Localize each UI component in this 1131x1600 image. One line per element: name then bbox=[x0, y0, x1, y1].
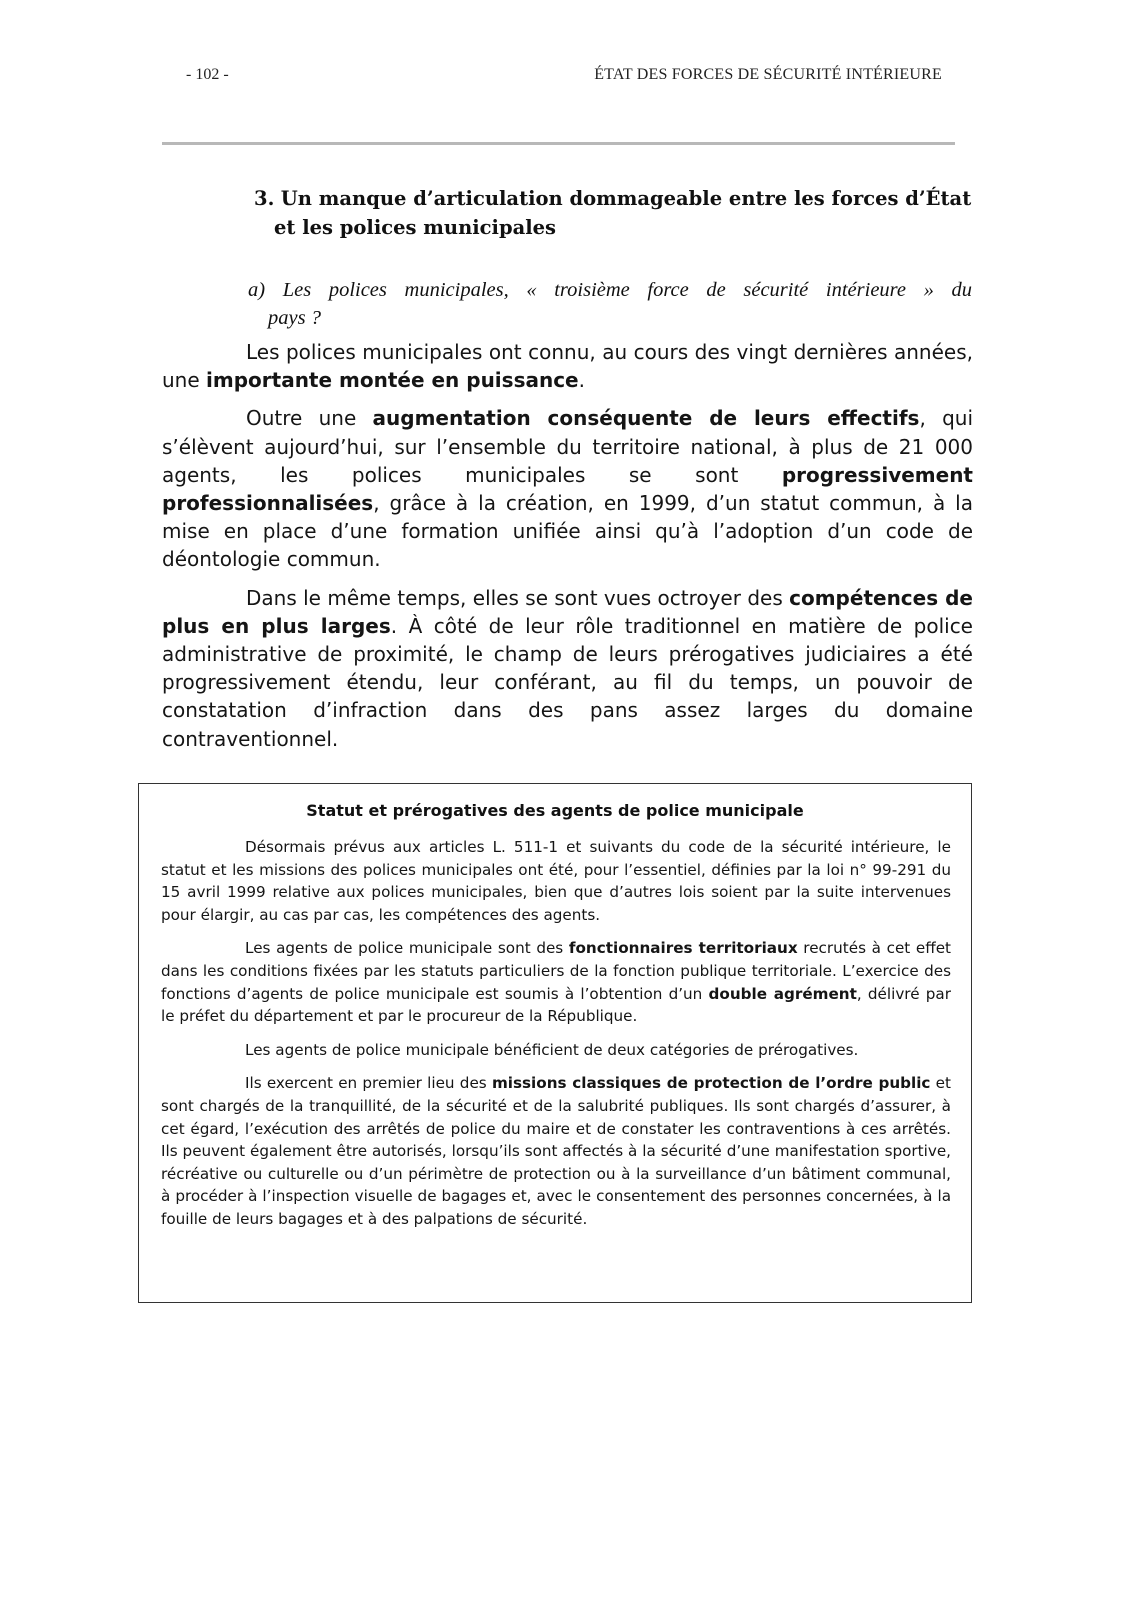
info-box-paragraph-2-emphasis-1: fonctionnaires territoriaux bbox=[568, 939, 798, 958]
paragraph-1 bbox=[162, 338, 973, 394]
subsection-heading bbox=[248, 276, 972, 332]
info-box-paragraph-2 bbox=[161, 937, 951, 1027]
subsection-heading-line1: a) Les polices municipales, « troisième force de sécurité intérieure » du bbox=[248, 279, 972, 301]
running-header-title: ÉTAT DES FORCES DE SÉCURITÉ INTÉRIEURE bbox=[594, 66, 942, 83]
paragraph-1-text: Les polices municipales ont connu, au cours des vingt dernières années, une bbox=[162, 340, 973, 393]
paragraph-1-emphasis: importante montée en puissance bbox=[206, 368, 579, 393]
info-box-paragraph-3: Les agents de police municipale bénéficient de deux catégories de prérogatives. bbox=[245, 1040, 859, 1059]
paragraph-1-end: . bbox=[578, 368, 585, 393]
info-box-paragraph-4-emphasis: missions classiques de protection de l’ordre public bbox=[491, 1074, 931, 1093]
section-heading bbox=[254, 184, 974, 242]
paragraph-3-end: . À côté de leur rôle traditionnel en matière de police administrative de proximité, le champ de leurs prérogatives judiciaires a été progressivement étendu, leur conférant, au fil du temps, un pouvoir de constatation d’infraction dans des pans assez larges du domaine contraventionnel. bbox=[162, 613, 973, 751]
info-box-title: Statut et prérogatives des agents de police municipale bbox=[306, 801, 804, 820]
header-divider bbox=[162, 142, 955, 145]
paragraph-3-text: Dans le même temps, elles se sont vues octroyer des bbox=[246, 585, 790, 610]
info-box bbox=[138, 783, 972, 1303]
subsection-heading-line2: pays ? bbox=[268, 307, 321, 329]
paragraph-2-text: Outre une bbox=[246, 406, 373, 431]
info-box-paragraph-2-text-2: recrutés à cet effet dans les conditions fixées par les statuts particuliers de la fonction publique territoriale. L’exercice des fonctions d’agents de police municipale est soumis à l’obtention d’un bbox=[161, 939, 952, 1003]
paragraph-2 bbox=[162, 404, 973, 573]
paragraph-2-emphasis-2: progressivement professionnalisées bbox=[162, 462, 973, 516]
info-box-paragraph-2-end: , délivré par le préfet du département et par le procureur de la République. bbox=[161, 984, 951, 1026]
info-box-paragraph-4-text: Ils exercent en premier lieu des bbox=[245, 1074, 492, 1093]
paragraph-3 bbox=[162, 584, 973, 753]
section-title-line2: et les polices municipales bbox=[274, 216, 557, 239]
info-box-paragraph-2-text: Les agents de police municipale sont des bbox=[245, 939, 569, 958]
paragraph-2-text-2: , qui s’élèvent aujourd’hui, sur l’ensemble du territoire national, à plus de 21 000 agents, les polices municipales se sont bbox=[162, 406, 973, 487]
section-title-line1: Un manque d’articulation dommageable entre les forces d’État bbox=[280, 187, 972, 210]
info-box-paragraph-1: Désormais prévus aux articles L. 511-1 et suivants du code de la sécurité intérieure, le statut et les missions des polices municipales ont été, pour l’essentiel, définies par la loi n° 99-291 du 15 avril 1999 relative aux polices municipales, bien que d’autres lois soient par la suite intervenues pour élargir, au cas par cas, les compétences des agents. bbox=[161, 838, 951, 924]
info-box-paragraph-4 bbox=[161, 1072, 951, 1230]
paragraph-3-emphasis: compétences de plus en plus larges bbox=[162, 585, 973, 638]
section-number: 3. bbox=[254, 187, 275, 210]
body-text bbox=[162, 338, 973, 763]
paragraph-2-end: , grâce à la création, en 1999, d’un statut commun, à la mise en place d’une formation unifiée ainsi qu’à l’adoption d’un code de déontologie commun. bbox=[162, 491, 973, 572]
page-number: - 102 - bbox=[186, 66, 229, 83]
paragraph-2-emphasis-1: augmentation conséquente de leurs effectifs bbox=[372, 406, 920, 431]
info-box-paragraph-4-end: et sont chargés de la tranquillité, de la sécurité et de la salubrité publiques. Ils sont chargés d’assurer, à cet égard, l’exécution des arrêtés de police du maire et de constater les contraventions à ces arrêtés. Ils peuvent également être autorisés, lorsqu’ils sont affectés à la sécurité d’une manifestation sportive, récréative ou culturelle ou d’un périmètre de protection ou à la surveillance d’un bâtiment communal, à procéder à l’inspection visuelle de bagages et, avec le consentement des personnes concernées, à la fouille de leurs bagages et à des palpations de sécurité. bbox=[161, 1074, 951, 1228]
section-heading-line1 bbox=[254, 184, 974, 213]
info-box-body bbox=[161, 836, 951, 1242]
running-header bbox=[162, 66, 952, 96]
info-box-paragraph-2-emphasis-2: double agrément bbox=[708, 984, 857, 1003]
